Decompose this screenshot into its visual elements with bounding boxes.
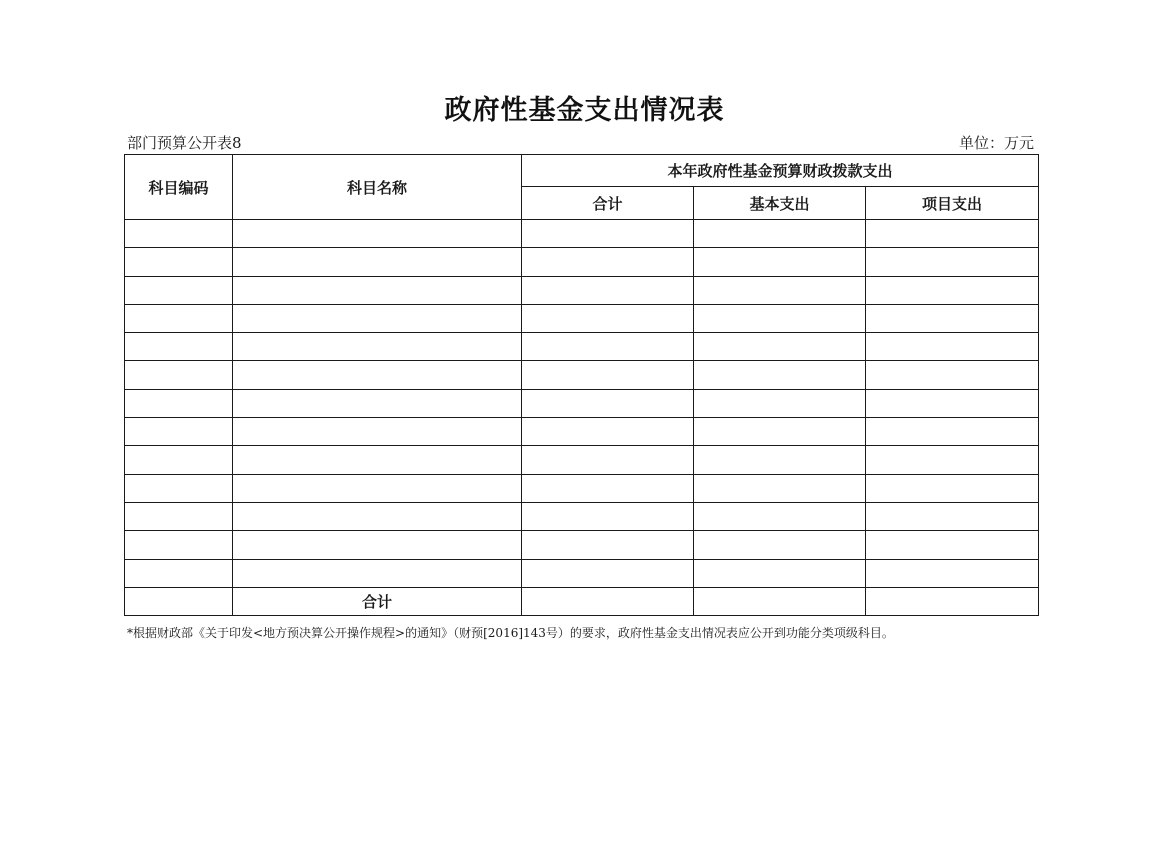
cell-name [233,531,522,559]
table-row [125,220,1039,248]
cell-code [125,304,233,332]
cell-name [233,276,522,304]
cell-total [522,248,694,276]
cell-basic [694,389,866,417]
table-row [125,531,1039,559]
cell-basic [694,304,866,332]
cell-code [125,502,233,530]
header-group: 本年政府性基金预算财政拨款支出 [522,155,1039,187]
table-row [125,248,1039,276]
cell-total [522,531,694,559]
cell-basic [694,276,866,304]
cell-code [125,361,233,389]
cell-basic [694,248,866,276]
cell-name [233,361,522,389]
cell-project [866,304,1039,332]
cell-total [522,502,694,530]
cell-project [866,361,1039,389]
cell-basic [694,220,866,248]
cell-code [125,248,233,276]
cell-name [233,559,522,587]
total-project-cell [866,587,1039,615]
cell-code [125,474,233,502]
table-body [125,220,1039,616]
cell-project [866,220,1039,248]
cell-basic [694,474,866,502]
cell-name [233,389,522,417]
total-total-cell [522,587,694,615]
table-row [125,276,1039,304]
total-label: 合计 [233,587,522,615]
table-row [125,304,1039,332]
cell-project [866,418,1039,446]
cell-total [522,559,694,587]
cell-code [125,559,233,587]
cell-basic [694,531,866,559]
cell-code [125,418,233,446]
cell-code [125,389,233,417]
cell-total [522,333,694,361]
cell-total [522,304,694,332]
table-row [125,361,1039,389]
table-code: 部门预算公开表8 [127,134,242,152]
table-row [125,333,1039,361]
cell-project [866,333,1039,361]
header-project: 项目支出 [866,187,1039,220]
total-code-cell [125,587,233,615]
cell-basic [694,361,866,389]
cell-name [233,446,522,474]
cell-total [522,418,694,446]
cell-total [522,474,694,502]
header-name: 科目名称 [233,155,522,220]
cell-code [125,276,233,304]
header-total: 合计 [522,187,694,220]
cell-total [522,389,694,417]
cell-total [522,220,694,248]
cell-total [522,446,694,474]
unit-label: 单位：万元 [958,134,1034,152]
cell-basic [694,502,866,530]
table-row [125,389,1039,417]
fund-expenditure-table [124,154,1039,616]
total-basic-cell [694,587,866,615]
cell-name [233,502,522,530]
cell-basic [694,333,866,361]
cell-code [125,220,233,248]
cell-project [866,446,1039,474]
cell-project [866,276,1039,304]
table-row [125,474,1039,502]
cell-name [233,248,522,276]
table-row [125,446,1039,474]
cell-project [866,474,1039,502]
cell-name [233,220,522,248]
cell-project [866,559,1039,587]
table-row [125,418,1039,446]
cell-basic [694,559,866,587]
cell-project [866,502,1039,530]
cell-name [233,418,522,446]
page-title: 政府性基金支出情况表 [444,95,725,126]
cell-name [233,304,522,332]
cell-total [522,361,694,389]
cell-name [233,474,522,502]
cell-basic [694,418,866,446]
cell-total [522,276,694,304]
cell-code [125,333,233,361]
total-row [125,587,1039,615]
cell-name [233,333,522,361]
cell-project [866,248,1039,276]
header-basic: 基本支出 [694,187,866,220]
table-row [125,502,1039,530]
footnote: *根据财政部《关于印发<地方预决算公开操作规程>的通知》（财预[2016]143号）的要求，政府性基金支出情况表应公开到功能分类项级科目。 [127,626,894,640]
table-row [125,559,1039,587]
cell-basic [694,446,866,474]
cell-project [866,389,1039,417]
cell-project [866,531,1039,559]
cell-code [125,531,233,559]
header-code: 科目编码 [125,155,233,220]
cell-code [125,446,233,474]
